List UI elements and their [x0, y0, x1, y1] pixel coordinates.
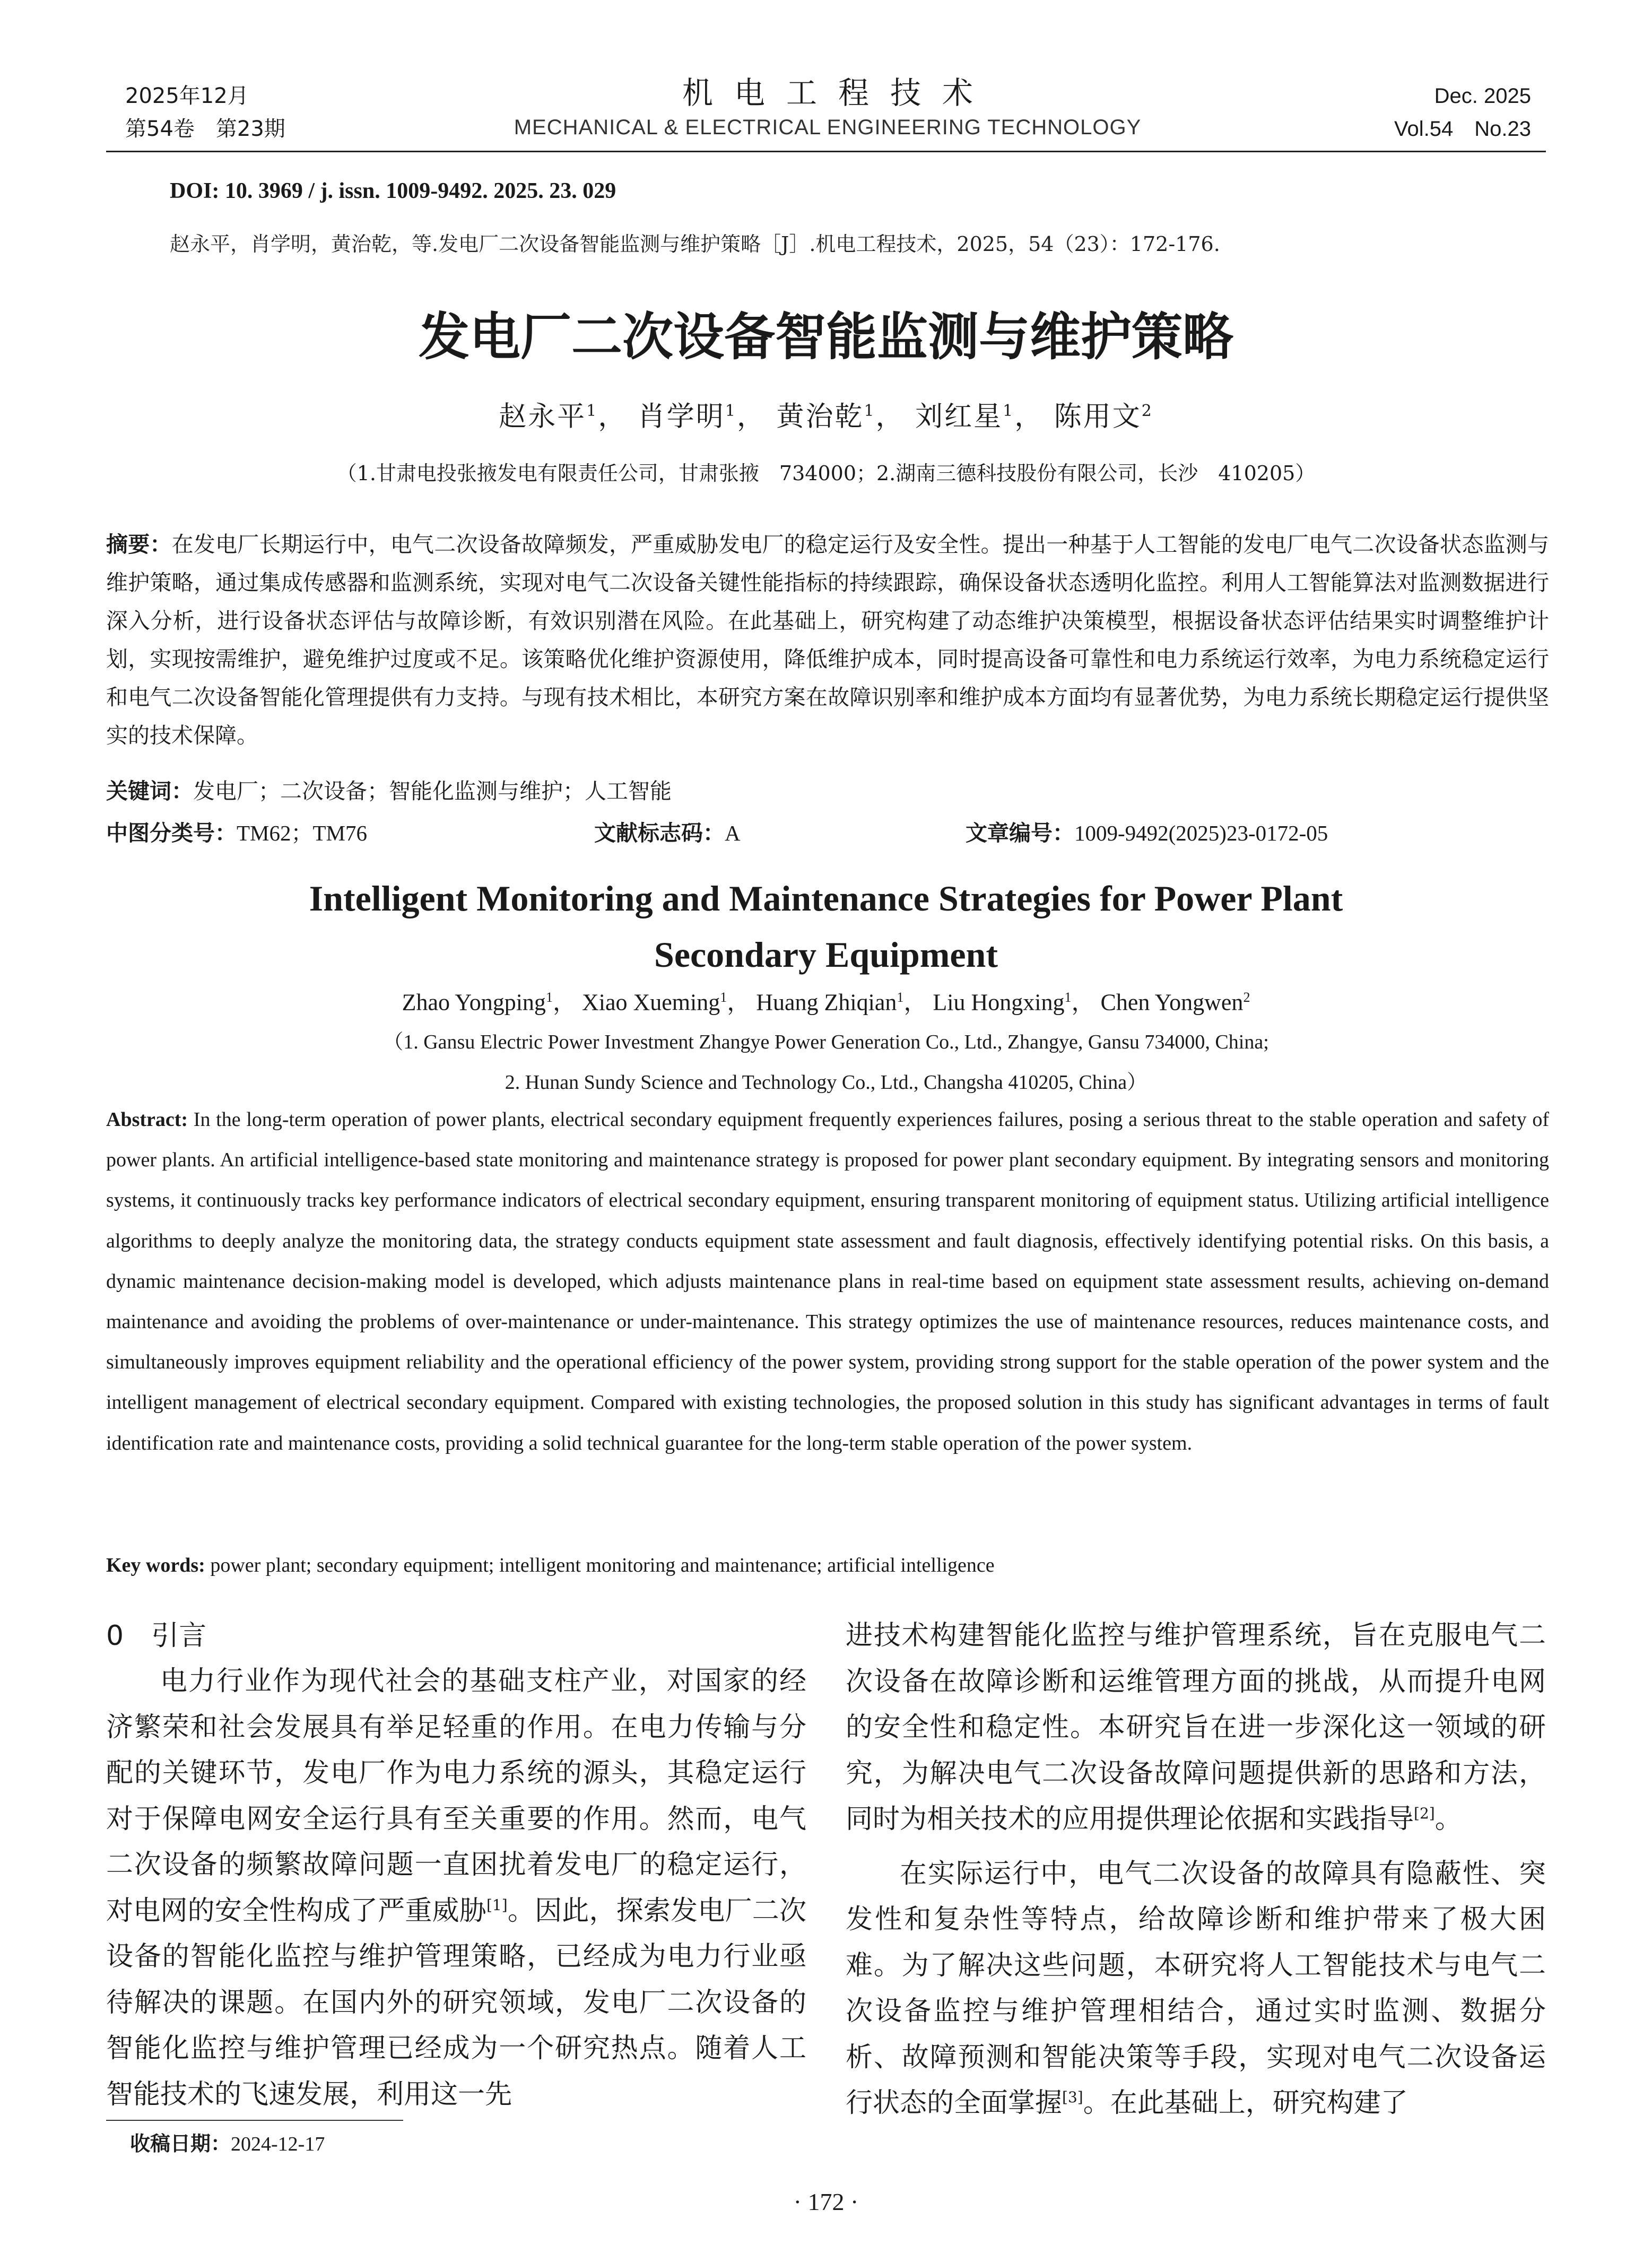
keywords-cn	[106, 772, 1549, 810]
header-left	[125, 80, 285, 145]
abstract-en	[106, 1099, 1549, 1463]
received-label: 收稿日期：	[130, 2132, 231, 2155]
affiliation-en-line1: （1. Gansu Electric Power Investment Zhangye Power Generation Co., Ltd., Zhangye, Gansu 734000, China;	[383, 1031, 1269, 1053]
header-right	[1379, 80, 1531, 145]
paragraph-text: 电力行业作为现代社会的基础支柱产业，对国家的经济繁荣和社会发展具有举足轻重的作用。在电力传输与分配的关键环节，发电厂作为电力系统的源头，其稳定运行对于保障电网安全运行具有至关重要的作用。然而，电气二次设备的频繁故障问题一直困扰着发电厂的稳定运行，对电网的安全性构成了严重威胁	[106, 1666, 806, 1927]
author-affiliation-mark: 1	[1003, 402, 1015, 420]
author-cn: 黄治乾	[776, 401, 864, 433]
paragraph-text: 进技术构建智能化监控与维护管理系统，旨在克服电气二次设备在故障诊断和运维管理方面的挑战，从而提升电网的安全性和稳定性。本研究旨在进一步深化这一领域的研究，为解决电气二次设备故障问题提供新的思路和方法，同时为相关技术的应用提供理论依据和实践指导	[846, 1620, 1546, 1835]
issue-volume-en: Vol.54 No.23	[1394, 117, 1531, 141]
keywords-en	[106, 1545, 1549, 1585]
classification-row	[106, 814, 1549, 852]
affiliations-cn: （1.甘肃电投张掖发电有限责任公司，甘肃张掖 734000；2.湖南三德科技股份有限公司，长沙 410205）	[336, 462, 1316, 485]
abstract-en-text: In the long-term operation of power plants, electrical secondary equipment frequently experiences failures, posing a serious threat to the stable operation and safety of power plants. An artificial intelligence-based state monitoring and maintenance strategy is proposed for power plant secondary equipment. By integrating sensors and monitoring systems, it continuously tracks key performance indicators of electrical secondary equipment, ensuring transparent monitoring of equipment status. Utilizing artificial intelligence algorithms to deeply analyze the monitoring data, the strategy conducts equipment state assessment and fault diagnosis, effectively identifying potential risks. On this basis, a dynamic maintenance decision-making model is developed, which adjusts maintenance plans in real-time based on equipment state assessment results, achieving on-demand maintenance and avoiding the problems of over-maintenance or under-maintenance. This strategy optimizes the use of maintenance resources, reduces maintenance costs, and simultaneously improves equipment reliability and the operational efficiency of the power system, providing strong support for the stable operation of the power system and the intelligent management of electrical secondary equipment. Compared with existing technologies, the proposed solution in this study has significant advantages in terms of fault identification rate and maintenance costs, providing a solid technical guarantee for the long-term stable operation of the power system.	[106, 1108, 1550, 1454]
title-en	[106, 870, 1546, 983]
body-paragraph	[106, 1659, 806, 2118]
author-affiliation-mark: 1	[897, 990, 904, 1005]
paragraph-text: 。因此，探索发电厂二次设备的智能化监控与维护管理策略，已经成为电力行业亟待解决的课题。在国内外的研究领域，发电厂二次设备的智能化监控与维护管理已经成为一个研究热点。随着人工智能技术的飞速发展，利用这一先	[106, 1895, 806, 2110]
footnote-divider	[106, 2120, 403, 2121]
document-code-value: A	[725, 821, 741, 845]
author-en: Liu Hongxing	[933, 989, 1065, 1016]
affiliations-en	[106, 1022, 1546, 1103]
author-affiliation-mark: 2	[1243, 990, 1250, 1005]
article-number-label: 文章编号：	[966, 820, 1074, 846]
keywords-en-text: power plant; secondary equipment; intelligent monitoring and maintenance; artificial intelligence	[210, 1554, 995, 1576]
clc-value: TM62；TM76	[237, 821, 367, 845]
reference-mark[interactable]: [1]	[486, 1896, 508, 1914]
article-number-value: 1009-9492(2025)23-0172-05	[1074, 821, 1328, 845]
article-number	[966, 814, 1328, 852]
authors-en: Zhao Yongping$^1$， Xiao Xueming$^1$， Huang Zhiqian$^1$， Liu Hongxing$^1$， Chen Yongwen$^2$	[402, 989, 1250, 1016]
keywords-cn-label: 关键词：	[106, 778, 193, 804]
body-column-right	[846, 1613, 1546, 2127]
abstract-en-label: Abstract:	[106, 1108, 188, 1131]
doi: DOI: 10. 3969 / j. issn. 1009-9492. 2025. 23. 029	[170, 179, 616, 203]
author-en: Chen Yongwen	[1100, 989, 1244, 1016]
abstract-cn-label: 摘要：	[106, 532, 172, 557]
author-affiliation-mark: 1	[720, 990, 727, 1005]
abstract-cn-text: 在发电厂长期运行中，电气二次设备故障频发，严重威胁发电厂的稳定运行及安全性。提出一种基于人工智能的发电厂电气二次设备状态监测与维护策略，通过集成传感器和监测系统，实现对电气二次设备关键性能指标的持续跟踪，确保设备状态透明化监控。利用人工智能算法对监测数据进行深入分析，进行设备状态评估与故障诊断，有效识别潜在风险。在此基础上，研究构建了动态维护决策模型，根据设备状态评估结果实时调整维护计划，实现按需维护，避免维护过度或不足。该策略优化维护资源使用，降低维护成本，同时提高设备可靠性和电力系统运行效率，为电力系统稳定运行和电气二次设备智能化管理提供有力支持。与现有技术相比，本研究方案在故障识别率和维护成本方面均有显著优势，为电力系统长期稳定运行提供坚实的技术保障。	[106, 532, 1550, 748]
document-code-label: 文献标志码：	[594, 820, 725, 846]
section-heading: 0 引言	[106, 1620, 207, 1652]
reference-mark[interactable]: [3]	[1062, 2088, 1083, 2106]
author-affiliation-mark: 1	[864, 402, 876, 420]
header-journal	[467, 74, 1188, 143]
body-paragraph	[846, 1851, 1546, 2127]
keywords-cn-text: 发电厂；二次设备；智能化监测与维护；人工智能	[193, 778, 672, 804]
document-code	[594, 814, 741, 852]
title-en-line1: Intelligent Monitoring and Maintenance Strategies for Power Plant	[309, 878, 1343, 918]
authors-cn: 赵永平$^1$， 肖学明$^1$， 黄治乾$^1$， 刘红星$^1$， 陈用文$^2$	[499, 401, 1153, 433]
clc-label: 中图分类号：	[106, 820, 237, 846]
journal-title-en: MECHANICAL & ELECTRICAL ENGINEERING TECHNOLOGY	[514, 116, 1142, 139]
issue-volume-cn: 第54卷 第23期	[125, 117, 285, 141]
body-paragraph	[846, 1613, 1546, 1843]
author-en: Zhao Yongping	[402, 989, 546, 1016]
clc-number	[106, 814, 367, 852]
keywords-en-label: Key words:	[106, 1554, 205, 1576]
title-cn: 发电厂二次设备智能监测与维护策略	[419, 307, 1233, 367]
page-number: · 172 ·	[793, 2188, 859, 2215]
author-affiliation-mark: 2	[1141, 402, 1153, 420]
citation: 赵永平，肖学明，黄治乾，等.发电厂二次设备智能监测与维护策略［J］.机电工程技术，2025，54（23）：172-176.	[170, 232, 1220, 256]
received-value: 2024-12-17	[231, 2133, 325, 2155]
author-affiliation-mark: 1	[725, 402, 737, 420]
author-affiliation-mark: 1	[1064, 990, 1072, 1005]
author-en: Huang Zhiqian	[756, 989, 897, 1016]
author-affiliation-mark: 1	[545, 990, 553, 1005]
author-cn: 刘红星	[915, 401, 1003, 433]
author-cn: 肖学明	[637, 401, 725, 433]
author-affiliation-mark: 1	[586, 402, 598, 420]
body-column-left	[106, 1613, 806, 2118]
issue-date-cn: 2025年12月	[125, 84, 249, 108]
received-date	[130, 2128, 325, 2160]
reference-mark[interactable]: [2]	[1414, 1805, 1435, 1822]
issue-date-en: Dec. 2025	[1434, 84, 1531, 108]
paragraph-text: 。	[1434, 1804, 1462, 1835]
header-divider	[106, 151, 1546, 152]
affiliation-en-line2: 2. Hunan Sundy Science and Technology Co., Ltd., Changsha 410205, China）	[505, 1071, 1147, 1094]
paragraph-text: 在实际运行中，电气二次设备的故障具有隐蔽性、突发性和复杂性等特点，给故障诊断和维护带来了极大困难。为了解决这些问题，本研究将人工智能技术与电气二次设备监控与维护管理相结合，通过实时监测、数据分析、故障预测和智能决策等手段，实现对电气二次设备运行状态的全面掌握	[846, 1858, 1546, 2119]
author-cn: 陈用文	[1054, 401, 1142, 433]
author-en: Xiao Xueming	[581, 989, 720, 1016]
author-cn: 赵永平	[499, 401, 587, 433]
journal-title-cn: 机电工程技术	[682, 75, 994, 111]
abstract-cn	[106, 525, 1549, 755]
paragraph-text: 。在此基础上，研究构建了	[1083, 2087, 1408, 2119]
title-en-line2: Secondary Equipment	[654, 934, 998, 975]
